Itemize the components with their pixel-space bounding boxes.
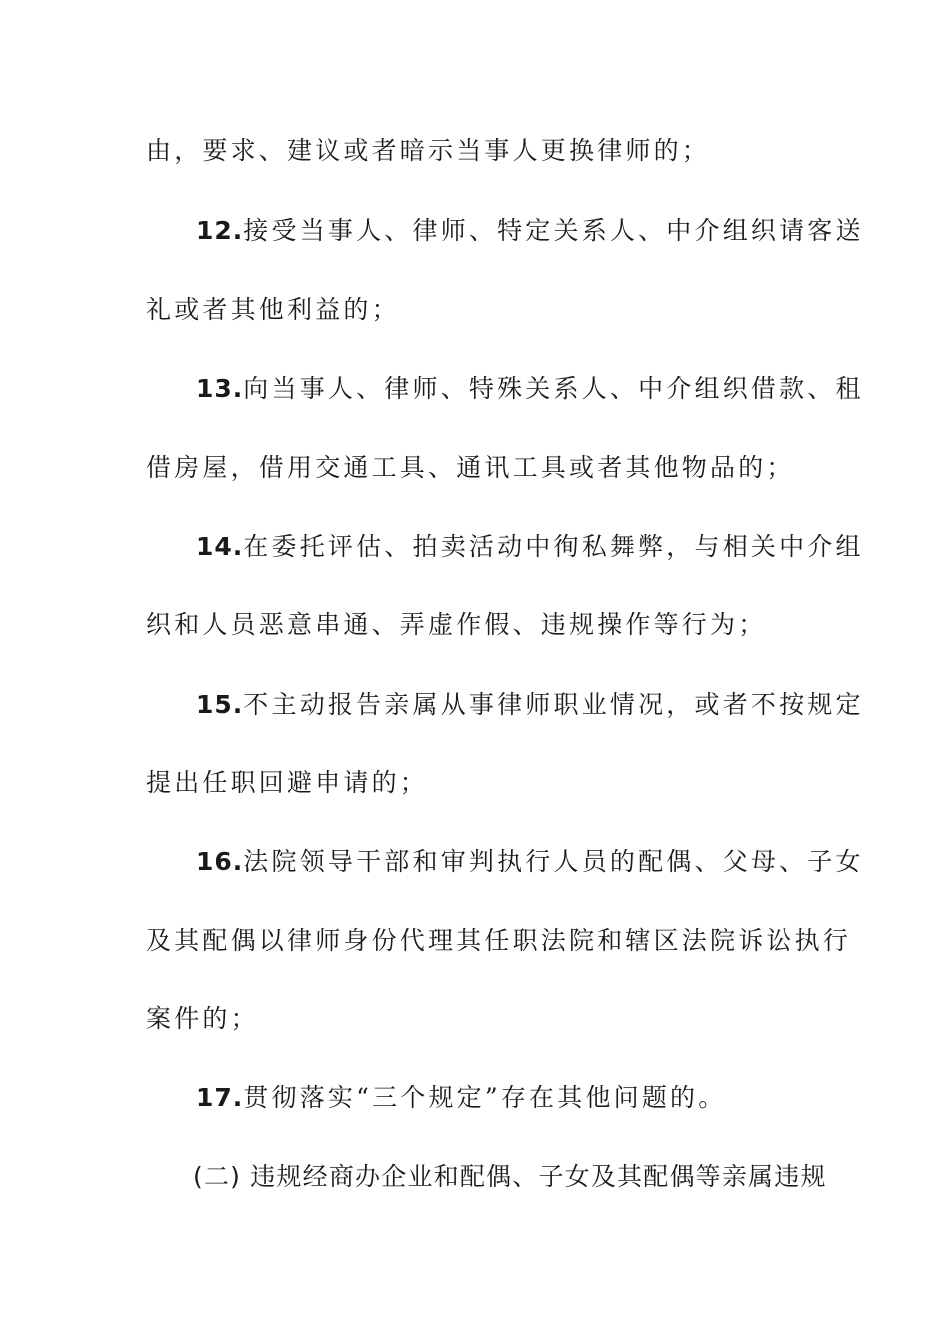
- item-number: 12.: [196, 216, 244, 245]
- line-text: 提出任职回避申请的；: [146, 768, 429, 797]
- list-item-16: [196, 845, 864, 879]
- paragraph-line: [146, 451, 806, 485]
- line-text: 案件的；: [146, 1004, 259, 1033]
- paragraph-line: [146, 924, 852, 958]
- list-item-12: [196, 214, 864, 248]
- item-number: 17.: [196, 1083, 244, 1112]
- line-text: 向当事人、律师、特殊关系人、中介组织借款、租: [243, 374, 864, 403]
- item-number: 14.: [196, 532, 244, 561]
- list-item-13: [196, 372, 864, 406]
- line-text: 由，要求、建议或者暗示当事人更换律师的；: [146, 136, 711, 165]
- item-number: 16.: [196, 847, 244, 876]
- line-text: 接受当事人、律师、特定关系人、中介组织请客送: [243, 216, 864, 245]
- line-text: 不主动报告亲属从事律师职业情况，或者不按规定: [243, 690, 864, 719]
- list-item-15: [196, 688, 864, 722]
- paragraph-line: [146, 608, 806, 642]
- list-item-17: [196, 1081, 856, 1115]
- line-text: 法院领导干部和审判执行人员的配偶、父母、子女: [243, 847, 864, 876]
- paragraph-line: [146, 766, 806, 800]
- section-heading: (二) 违规经商办企业和配偶、子女及其配偶等亲属违规: [193, 1162, 827, 1191]
- line-text: 织和人员恶意串通、弄虚作假、违规操作等行为；: [146, 610, 767, 639]
- list-item-14: [196, 530, 864, 564]
- paragraph-line: [146, 1002, 806, 1036]
- line-text: 贯彻落实“三个规定”存在其他问题的。: [243, 1083, 727, 1112]
- paragraph-line: [146, 134, 806, 168]
- line-text: 及其配偶以律师身份代理其任职法院和辖区法院诉讼执行: [146, 926, 852, 955]
- line-text: 借房屋，借用交通工具、通讯工具或者其他物品的；: [146, 453, 795, 482]
- line-text: 在委托评估、拍卖活动中徇私舞弊，与相关中介组: [243, 532, 864, 561]
- paragraph-line: [146, 293, 806, 327]
- item-number: 13.: [196, 374, 244, 403]
- item-number: 15.: [196, 690, 244, 719]
- line-text: 礼或者其他利益的；: [146, 295, 400, 324]
